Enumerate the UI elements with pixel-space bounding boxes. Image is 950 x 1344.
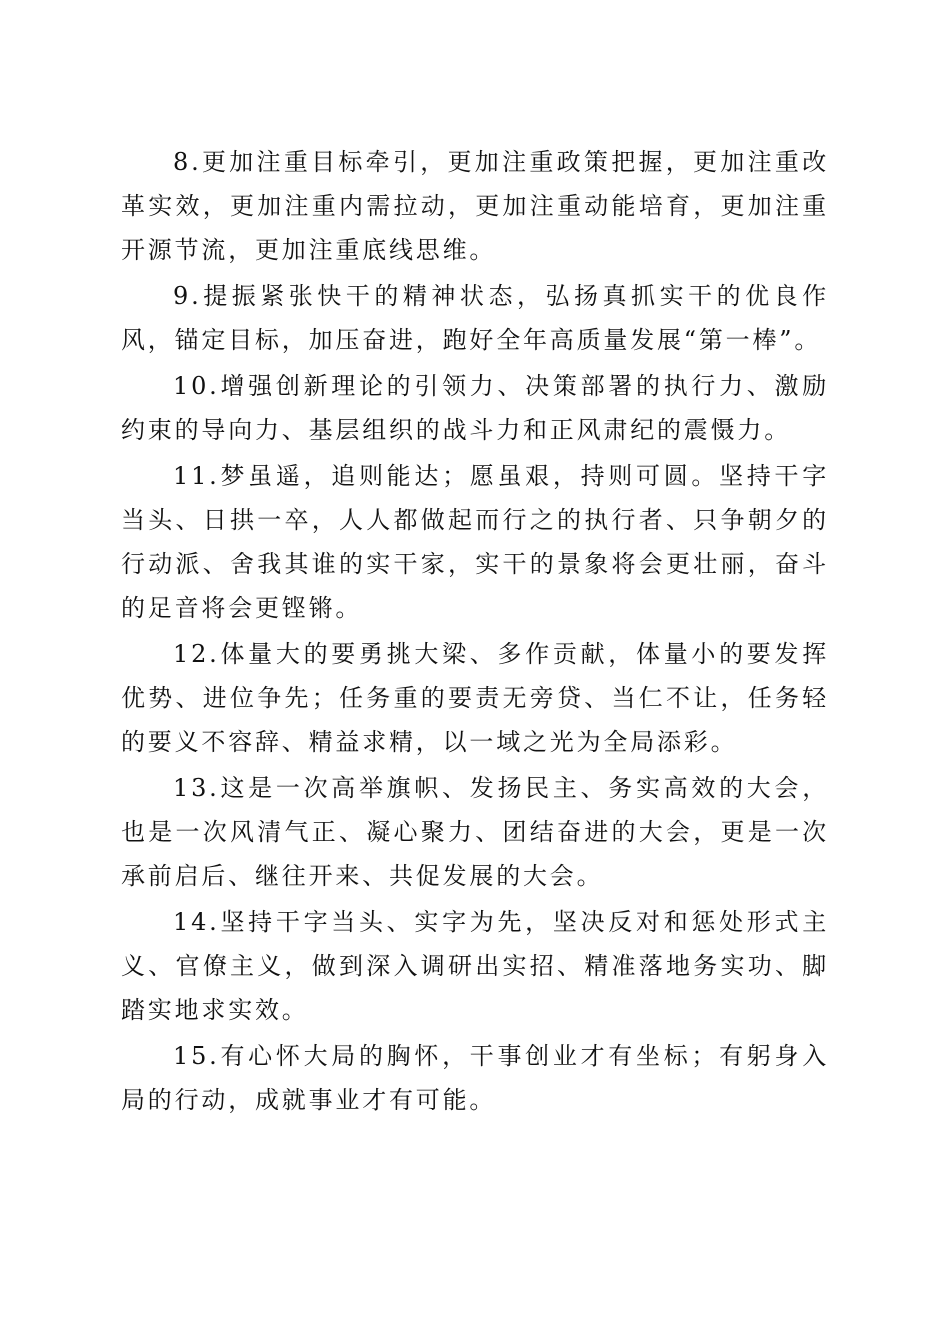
- paragraph-item-15: 15.有心怀大局的胸怀，干事创业才有坐标；有躬身入局的行动，成就事业才有可能。: [121, 1042, 829, 1114]
- paragraph-item-10: 10.增强创新理论的引领力、决策部署的执行力、激励约束的导向力、基层组织的战斗力和正风肃纪的震慑力。: [121, 372, 829, 444]
- paragraph-item-8: 8.更加注重目标牵引，更加注重政策把握，更加注重改革实效，更加注重内需拉动，更加注重动能培育，更加注重开源节流，更加注重底线思维。: [121, 148, 829, 264]
- paragraph-item-11: 11.梦虽遥，追则能达；愿虽艰，持则可圆。坚持干字当头、日拱一卒，人人都做起而行之的执行者、只争朝夕的行动派、舍我其谁的实干家，实干的景象将会更壮丽，奋斗的足音将会更铿锵。: [121, 462, 829, 622]
- paragraph-item-9: 9.提振紧张快干的精神状态，弘扬真抓实干的优良作风，锚定目标，加压奋进，跑好全年高质量发展“第一棒”。: [121, 282, 829, 354]
- paragraph-item-14: 14.坚持干字当头、实字为先，坚决反对和惩处形式主义、官僚主义，做到深入调研出实招、精准落地务实功、脚踏实地求实效。: [121, 908, 829, 1024]
- paragraph-item-13: 13.这是一次高举旗帜、发扬民主、务实高效的大会，也是一次风清气正、凝心聚力、团结奋进的大会，更是一次承前启后、继往开来、共促发展的大会。: [121, 774, 829, 890]
- paragraph-item-12: 12.体量大的要勇挑大梁、多作贡献，体量小的要发挥优势、进位争先；任务重的要责无旁贷、当仁不让，任务轻的要义不容辞、精益求精，以一域之光为全局添彩。: [121, 640, 829, 756]
- document-body: [121, 140, 829, 1124]
